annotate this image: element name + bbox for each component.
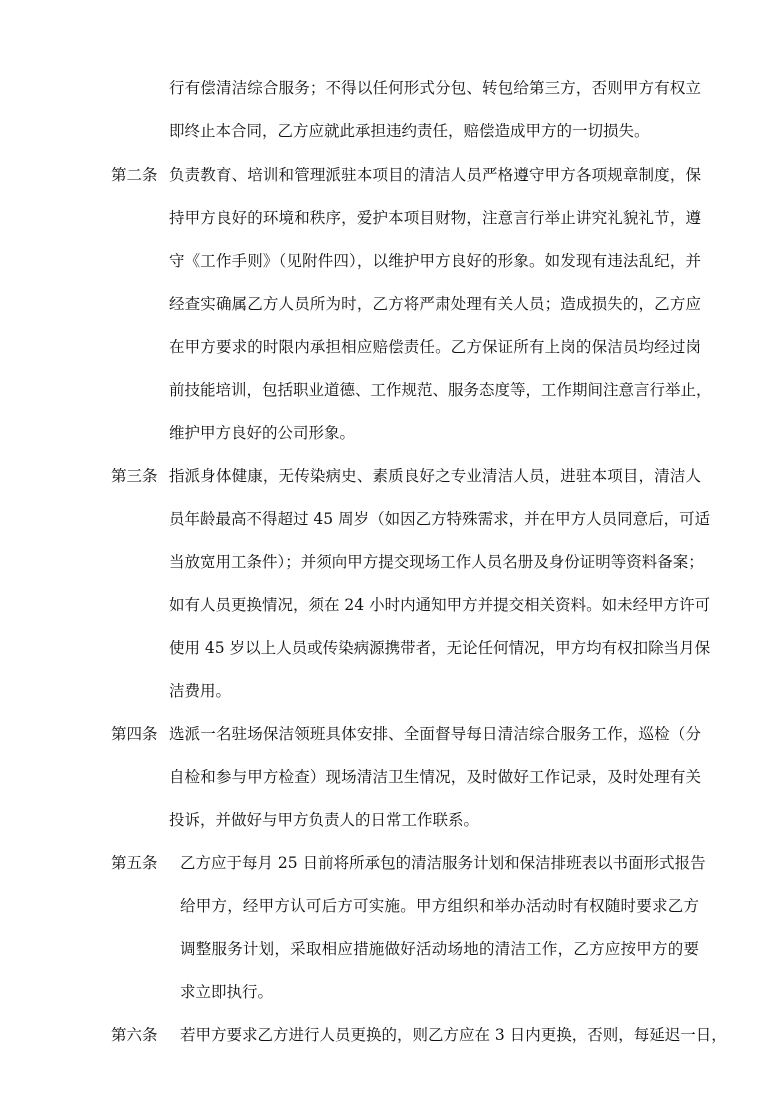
clause-6-label: 第六条 — [111, 1026, 158, 1044]
clause-2-line: 守《工作手则》（见附件四），以维护甲方良好的形象。如发现有违法乱纪，并 — [169, 252, 701, 270]
clause-3-line: 洁费用。 — [169, 682, 232, 700]
clause-2-line: 前技能培训，包括职业道德、工作规范、服务态度等，工作期间注意言行举止， — [169, 381, 712, 399]
clause-intro-line: 即终止本合同，乙方应就此承担违约责任，赔偿造成甲方的一切损失。 — [169, 122, 650, 140]
clause-3-line: 员年龄最高不得超过 45 周岁（如因乙方特殊需求，并在甲方人员同意后，可适 — [169, 510, 711, 528]
clause-5-line: 求立即执行。 — [180, 983, 274, 1001]
clause-2-line: 维护甲方良好的公司形象。 — [169, 424, 356, 442]
clause-2-line: 持甲方良好的环境和秩序，爱护本项目财物，注意言行举止讲究礼貌礼节，遵 — [169, 209, 701, 227]
clause-3-line: 指派身体健康，无传染病史、素质良好之专业清洁人员，进驻本项目，清洁人 — [169, 467, 701, 485]
clause-4-line: 投诉，并做好与甲方负责人的日常工作联系。 — [169, 811, 480, 829]
clause-2-line: 在甲方要求的时限内承担相应赔偿责任。乙方保证所有上岗的保洁员均经过岗 — [169, 338, 701, 356]
clause-5-line: 给甲方，经甲方认可后方可实施。甲方组织和举办活动时有权随时要求乙方 — [180, 897, 699, 915]
clause-3-label: 第三条 — [111, 467, 158, 485]
clause-5-line: 乙方应于每月 25 日前将所承包的清洁服务计划和保洁排班表以书面形式报告 — [180, 854, 706, 872]
clause-3-line: 使用 45 岁以上人员或传染病源携带者，无论任何情况，甲方均有权扣除当月保 — [169, 639, 711, 657]
clause-3-line: 如有人员更换情况，须在 24 小时内通知甲方并提交相关资料。如未经甲方许可 — [169, 596, 711, 614]
clause-2-label: 第二条 — [111, 166, 158, 184]
clause-3-line: 当放宽用工条件）；并须向甲方提交现场工作人员名册及身份证明等资料备案； — [169, 553, 704, 571]
clause-4-line: 选派一名驻场保洁领班具体安排、全面督导每日清洁综合服务工作，巡检（分 — [169, 725, 701, 743]
clause-6-line: 若甲方要求乙方进行人员更换的，则乙方应在 3 日内更换，否则，每延迟一日， — [180, 1026, 727, 1044]
clause-5-line: 调整服务计划，采取相应措施做好活动场地的清洁工作，乙方应按甲方的要 — [180, 940, 699, 958]
clause-2-line: 经查实确属乙方人员所为时，乙方将严肃处理有关人员；造成损失的，乙方应 — [169, 295, 701, 313]
clause-4-line: 自检和参与甲方检查）现场清洁卫生情况，及时做好工作记录，及时处理有关 — [169, 768, 701, 786]
clause-intro-line: 行有偿清洁综合服务；不得以任何形式分包、转包给第三方，否则甲方有权立 — [169, 79, 701, 97]
clause-2-line: 负责教育、培训和管理派驻本项目的清洁人员严格遵守甲方各项规章制度，保 — [169, 166, 701, 184]
clause-5-label: 第五条 — [111, 854, 158, 872]
clause-4-label: 第四条 — [111, 725, 158, 743]
